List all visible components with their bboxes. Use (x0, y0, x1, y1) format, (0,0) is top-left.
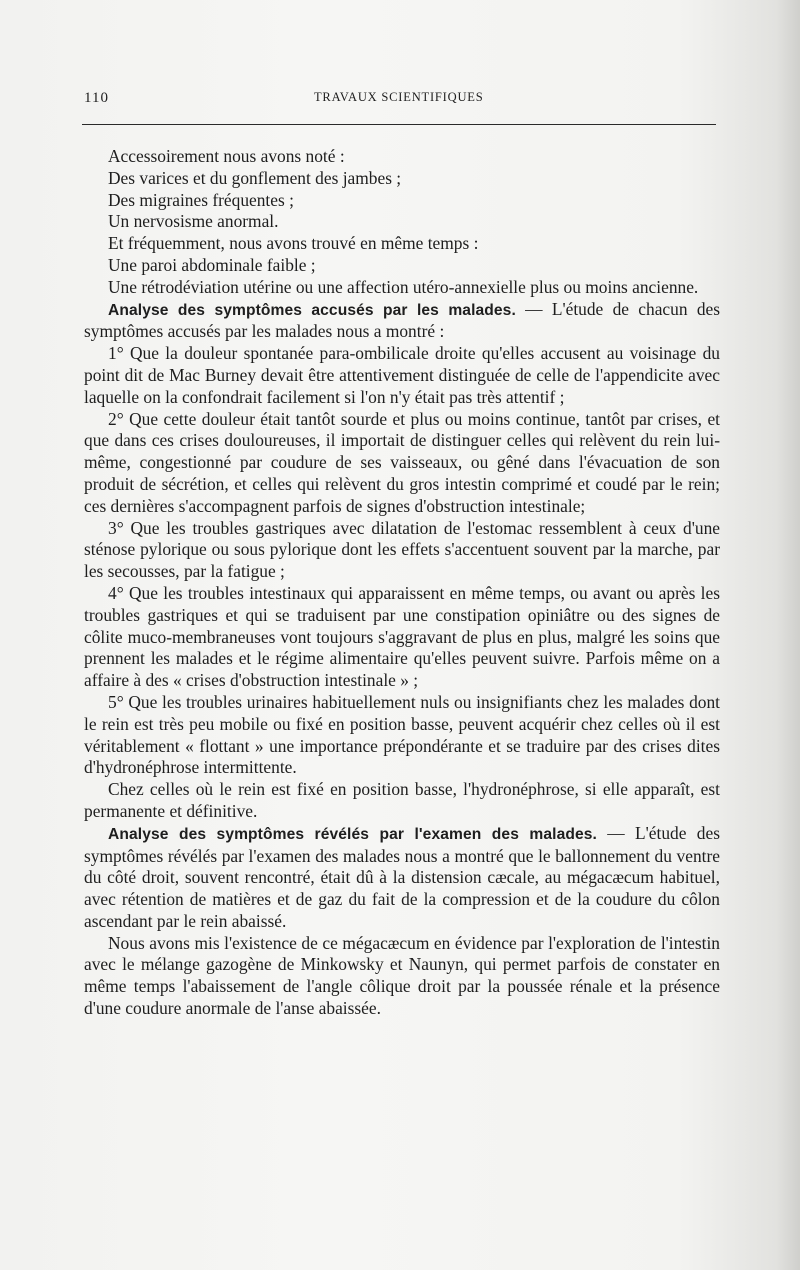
paragraph: Des migraines fréquentes ; (108, 189, 294, 210)
paragraph: Chez celles où le rein est fixé en position basse, l'hydronéphrose, si elle apparaît, est permanente et définitive. (84, 779, 720, 821)
paragraph: 4° Que les troubles intestinaux qui apparaissent en même temps, ou avant ou après les troubles gastriques et qui se traduisent par une constipation opiniâtre ou des signes de côlite muco-membraneuses vont toujours s'aggravant de plus en plus, malgré les soins que prennent les malades et le régime alimentaire qu'elles peuvent suivre. Parfois même on a affaire à des « crises d'obstruction intestinale » ; (84, 582, 720, 691)
paragraph (84, 823, 720, 933)
paragraph: Accessoirement nous avons noté : (108, 146, 345, 166)
paragraph: Des varices et du gonflement des jambes ; (108, 167, 402, 188)
page-header (84, 86, 716, 110)
paragraph: Et fréquemment, nous avons trouvé en même temps : (108, 233, 479, 254)
running-head: TRAVAUX SCIENTIFIQUES (314, 90, 484, 104)
page-number: 110 (84, 90, 109, 106)
paragraph: 3° Que les troubles gastriques avec dilatation de l'estomac ressemblent à ceux d'une sténose pylorique ou sous pylorique dont les effets s'accentuent souvent par la marche, par les secousses, par la fatigue ; (84, 517, 720, 582)
paragraph (84, 299, 720, 344)
header-rule (82, 124, 716, 125)
paragraph: 2° Que cette douleur était tantôt sourde et plus ou moins continue, tantôt par crises, et que dans ces crises douloureuses, il importait de distinguer celles qui relèvent du rein lui-même, congestionné par coudure de ses vaisseaux, ou gêné dans l'évacuation de son produit de sécrétion, et celles qui relèvent du gros intestin comprimé et coudé par le rein; ces dernières s'accompagnent parfois de signes d'obstruction intestinale; (84, 408, 720, 516)
body-text (84, 146, 720, 1020)
paragraph: Un nervosisme anormal. (108, 211, 279, 232)
paragraph: Une rétrodéviation utérine ou une affection utéro-annexielle plus ou moins ancienne. (108, 276, 699, 297)
paragraph: Une paroi abdominale faible ; (108, 254, 316, 275)
paragraph-text: — L'étude des symptômes révélés par l'examen des malades nous a montré que le ballonnement du ventre du côté droit, souvent rencontré, était dû à la distension cæcale, au mégacæcum habituel, avec rétention de matières et de gaz du fait de la compression et de la coudure du côlon ascendant par le rein abaissé. (84, 822, 720, 931)
paragraph: 5° Que les troubles urinaires habituellement nuls ou insignifiants chez les malades dont le rein est très peu mobile ou fixé en position basse, peuvent acquérir chez celles où il est véritablement « flottant » une importance prépondérante et se traduire par des crises dites d'hydronéphrose intermittente. (84, 691, 720, 778)
section-heading: Analyse des symptômes révélés par l'examen des malades. (108, 825, 597, 843)
paragraph-text: — L'étude de chacun des symptômes accusés par les malades nous a montré : (84, 298, 720, 342)
paragraph: 1° Que la douleur spontanée para-ombilicale droite qu'elles accusent au voisinage du point dit de Mac Burney devait être attentivement distinguée de celle de l'appendicite avec laquelle on la confondrait facilement si l'on n'y était pas très attentif ; (84, 343, 720, 407)
paragraph: Nous avons mis l'existence de ce mégacæcum en évidence par l'exploration de l'intestin avec le mélange gazogène de Minkowsky et Naunyn, qui permet parfois de constater en même temps l'abaissement de l'angle côlique droit par la poussée rénale et la présence d'une coudure anormale de l'anse abaissée. (84, 932, 720, 1019)
section-heading: Analyse des symptômes accusés par les malades. (108, 301, 516, 319)
